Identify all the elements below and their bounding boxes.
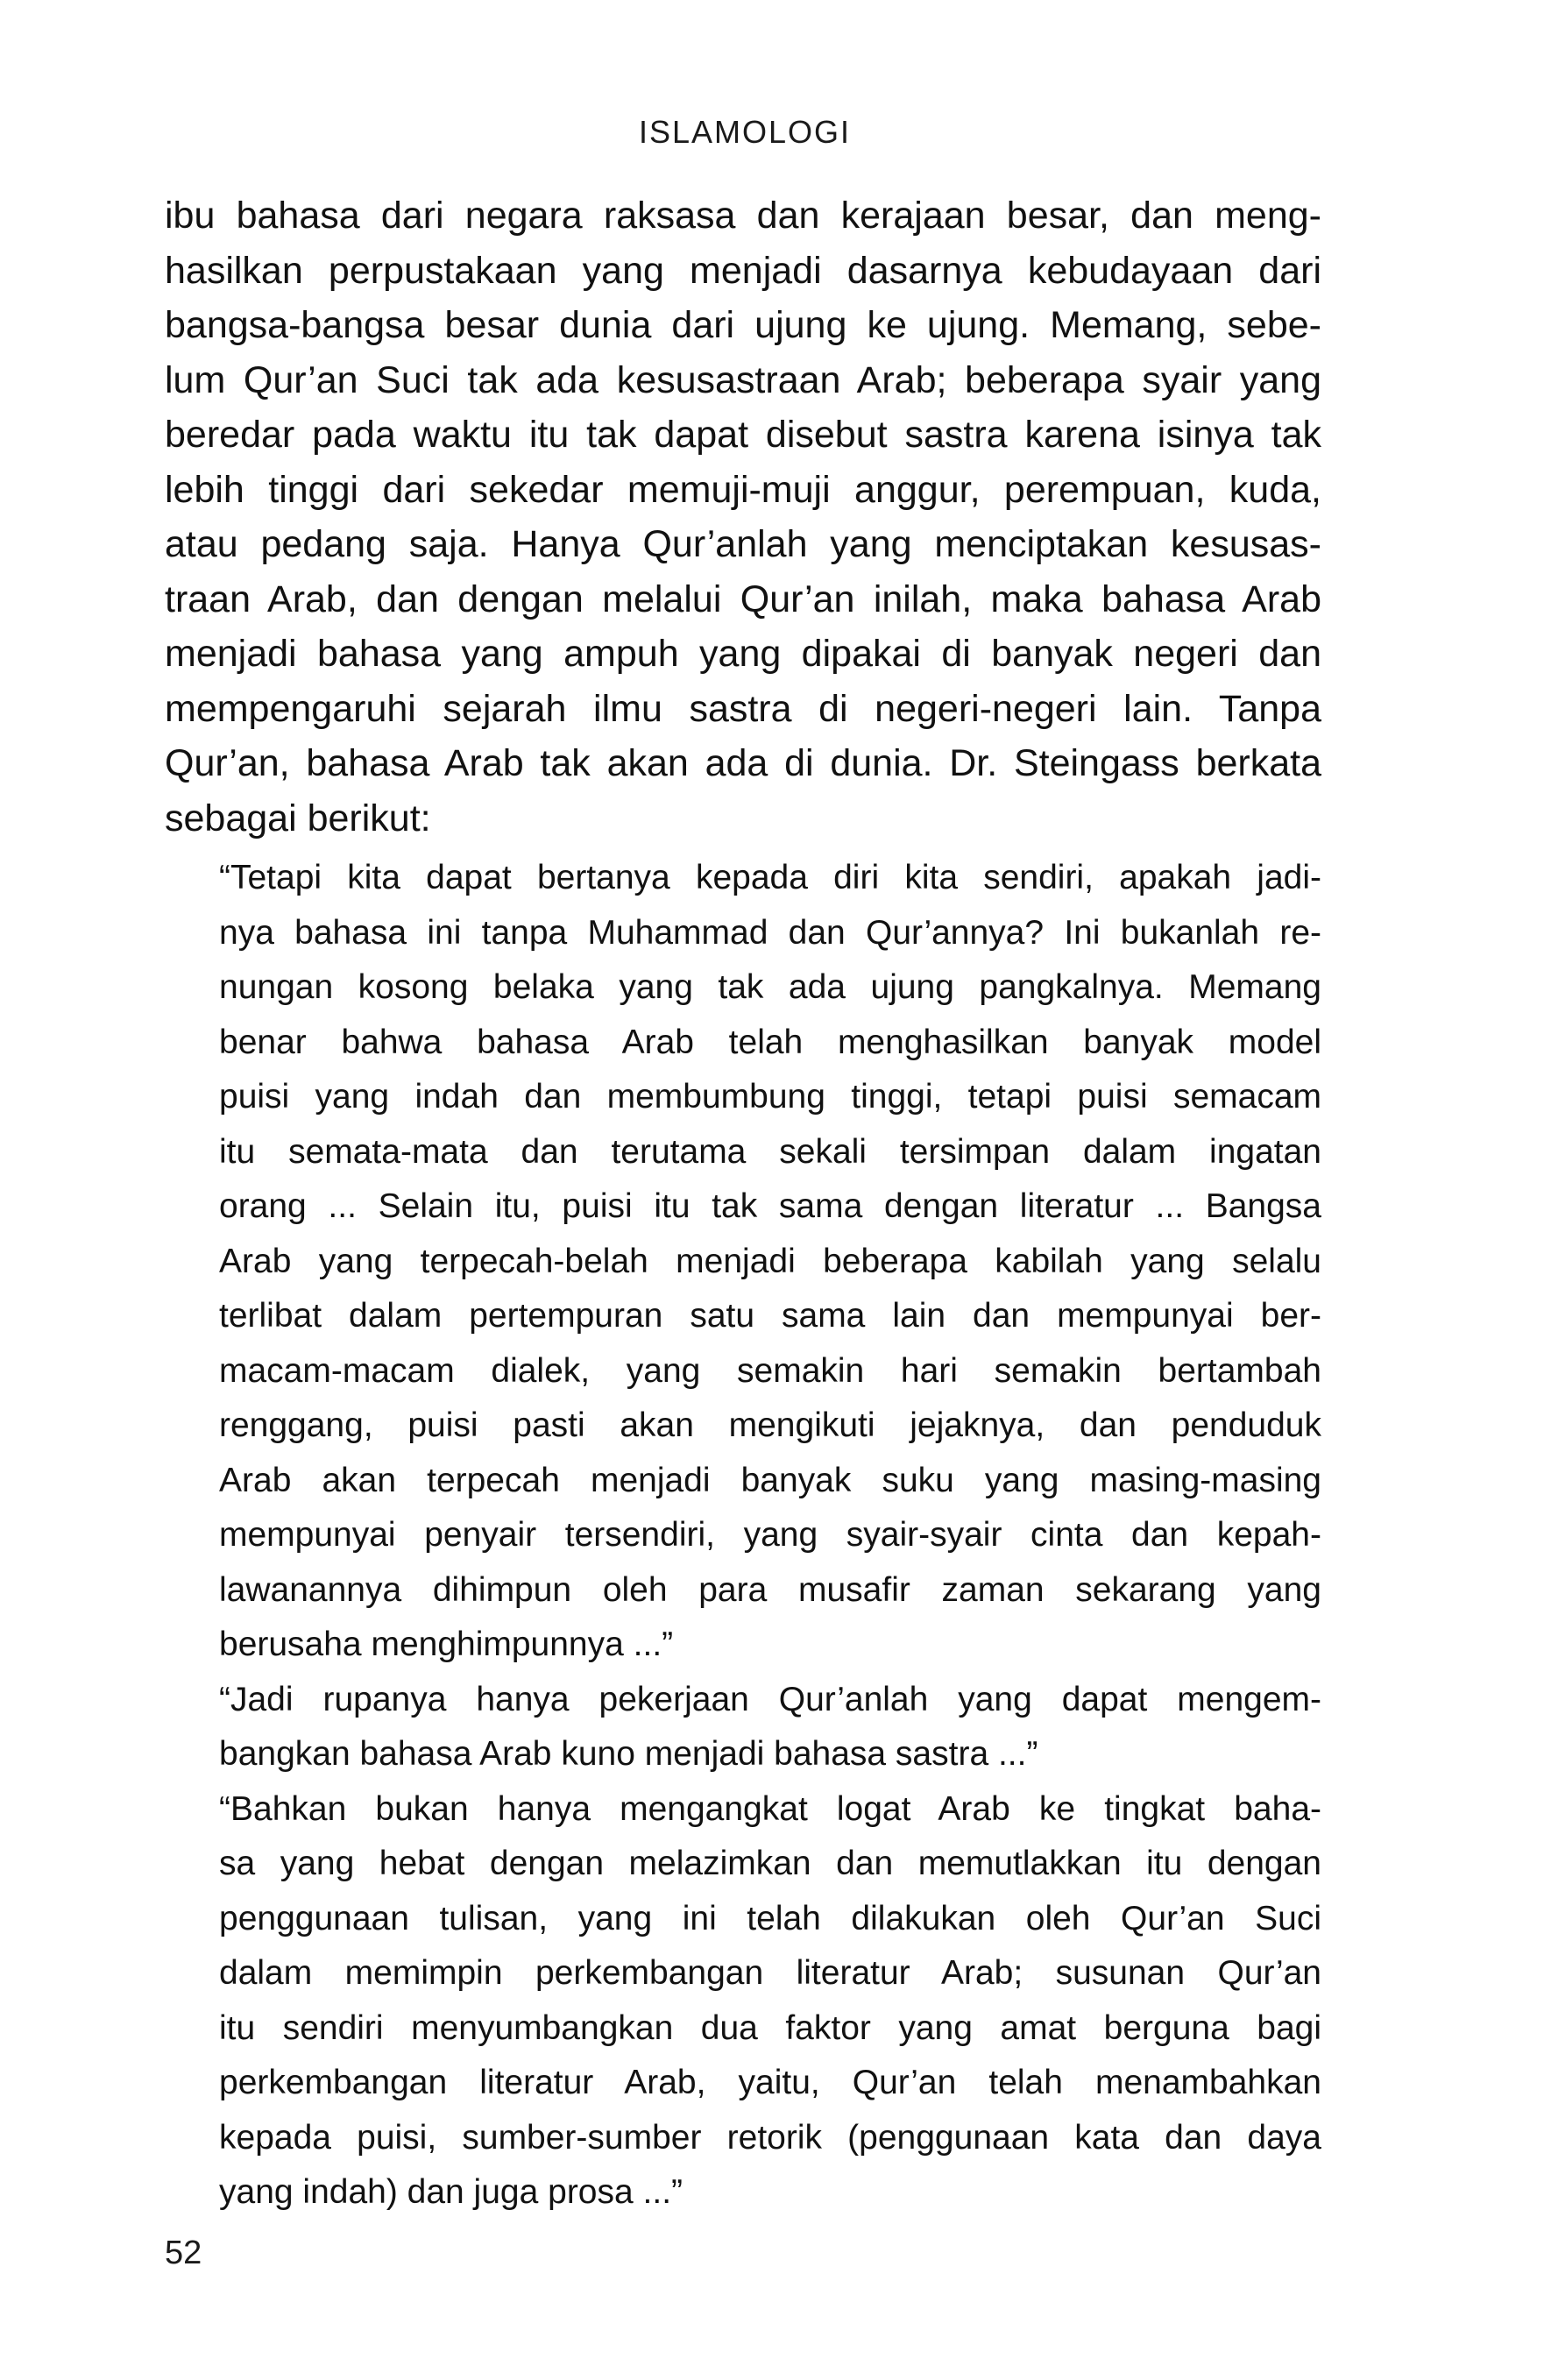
quote-line: Arab yang terpecah-belah menjadi beberapa kabilah yang selalu — [219, 1242, 1321, 1280]
quote-paragraph-2 — [219, 1673, 1321, 1782]
quote-paragraph-1 — [219, 851, 1321, 1673]
text-line: lebih tinggi dari sekedar memuji-muji anggur, perempuan, kuda, — [165, 468, 1321, 511]
quote-line: “Tetapi kita dapat bertanya kepada diri kita sendiri, apakah jadi- — [219, 859, 1321, 896]
text-line: hasilkan perpustakaan yang menjadi dasarnya kebudayaan dari — [165, 249, 1321, 292]
quote-line: nungan kosong belaka yang tak ada ujung pangkalnya. Memang — [219, 968, 1321, 1006]
main-paragraph — [165, 188, 1321, 846]
quote-line: itu semata-mata dan terutama sekali tersimpan dalam ingatan — [219, 1132, 1321, 1171]
body-text — [165, 188, 1321, 2221]
text-line: ibu bahasa dari negara raksasa dan kerajaan besar, dan meng- — [165, 195, 1321, 237]
text-line: atau pedang saja. Hanya Qur’anlah yang menciptakan kesusas- — [165, 523, 1321, 565]
text-line: menjadi bahasa yang ampuh yang dipakai di banyak negeri dan — [165, 633, 1321, 675]
quote-paragraph-3 — [219, 1782, 1321, 2221]
quote-line: sa yang hebat dengan melazimkan dan memutlakkan itu dengan — [219, 1845, 1321, 1882]
quote-line: itu sendiri menyumbangkan dua faktor yang amat berguna bagi — [219, 2008, 1321, 2047]
quote-line: Arab akan terpecah menjadi banyak suku yang masing-masing — [219, 1461, 1321, 1499]
quote-line: yang indah) dan juga prosa ...” — [219, 2173, 683, 2211]
text-line: sebagai berikut: — [165, 797, 431, 839]
text-line: bangsa-bangsa besar dunia dari ujung ke ujung. Memang, sebe- — [165, 304, 1321, 346]
block-quote — [219, 851, 1321, 2221]
quote-line: orang ... Selain itu, puisi itu tak sama dengan literatur ... Bangsa — [219, 1187, 1321, 1225]
text-line: beredar pada waktu itu tak dapat disebut sastra karena isinya tak — [165, 414, 1321, 456]
quote-line: penggunaan tulisan, yang ini telah dilakukan oleh Qur’an Suci — [219, 1899, 1321, 1937]
text-line: traan Arab, dan dengan melalui Qur’an inilah, maka bahasa Arab — [165, 577, 1321, 620]
quote-line: macam-macam dialek, yang semakin hari semakin bertambah — [219, 1351, 1321, 1390]
quote-line: renggang, puisi pasti akan mengikuti jejaknya, dan penduduk — [219, 1406, 1321, 1444]
text-line: lum Qur’an Suci tak ada kesusastraan Arab; beberapa syair yang — [165, 358, 1321, 401]
quote-line: bangkan bahasa Arab kuno menjadi bahasa sastra ...” — [219, 1735, 1038, 1773]
quote-line: puisi yang indah dan membumbung tinggi, tetapi puisi semacam — [219, 1078, 1321, 1116]
quote-line: perkembangan literatur Arab, yaitu, Qur’an telah menambahkan — [219, 2064, 1321, 2101]
running-header: ISLAMOLOGI — [638, 114, 852, 150]
quote-line: mempunyai penyair tersendiri, yang syair-syair cinta dan kepah- — [219, 1516, 1321, 1554]
quote-line: dalam memimpin perkembangan literatur Arab; susunan Qur’an — [219, 1954, 1321, 1992]
quote-line: benar bahwa bahasa Arab telah menghasilkan banyak model — [219, 1023, 1321, 1061]
quote-line: terlibat dalam pertempuran satu sama lain dan mempunyai ber- — [219, 1297, 1321, 1335]
quote-line: kepada puisi, sumber-sumber retorik (penggunaan kata dan daya — [219, 2118, 1321, 2157]
text-line: mempengaruhi sejarah ilmu sastra di negeri-negeri lain. Tanpa — [165, 687, 1321, 730]
quote-line: “Bahkan bukan hanya mengangkat logat Arab ke tingkat baha- — [219, 1789, 1321, 1828]
page-number: 52 — [165, 2235, 202, 2271]
quote-line: “Jadi rupanya hanya pekerjaan Qur’anlah yang dapat mengem- — [219, 1680, 1321, 1718]
text-line: Qur’an, bahasa Arab tak akan ada di dunia. Dr. Steingass berkata — [165, 742, 1321, 784]
quote-line: lawanannya dihimpun oleh para musafir zaman sekarang yang — [219, 1570, 1321, 1609]
quote-line: nya bahasa ini tanpa Muhammad dan Qur’annya? Ini bukanlah re- — [219, 913, 1321, 952]
quote-line: berusaha menghimpunnya ...” — [219, 1626, 674, 1663]
